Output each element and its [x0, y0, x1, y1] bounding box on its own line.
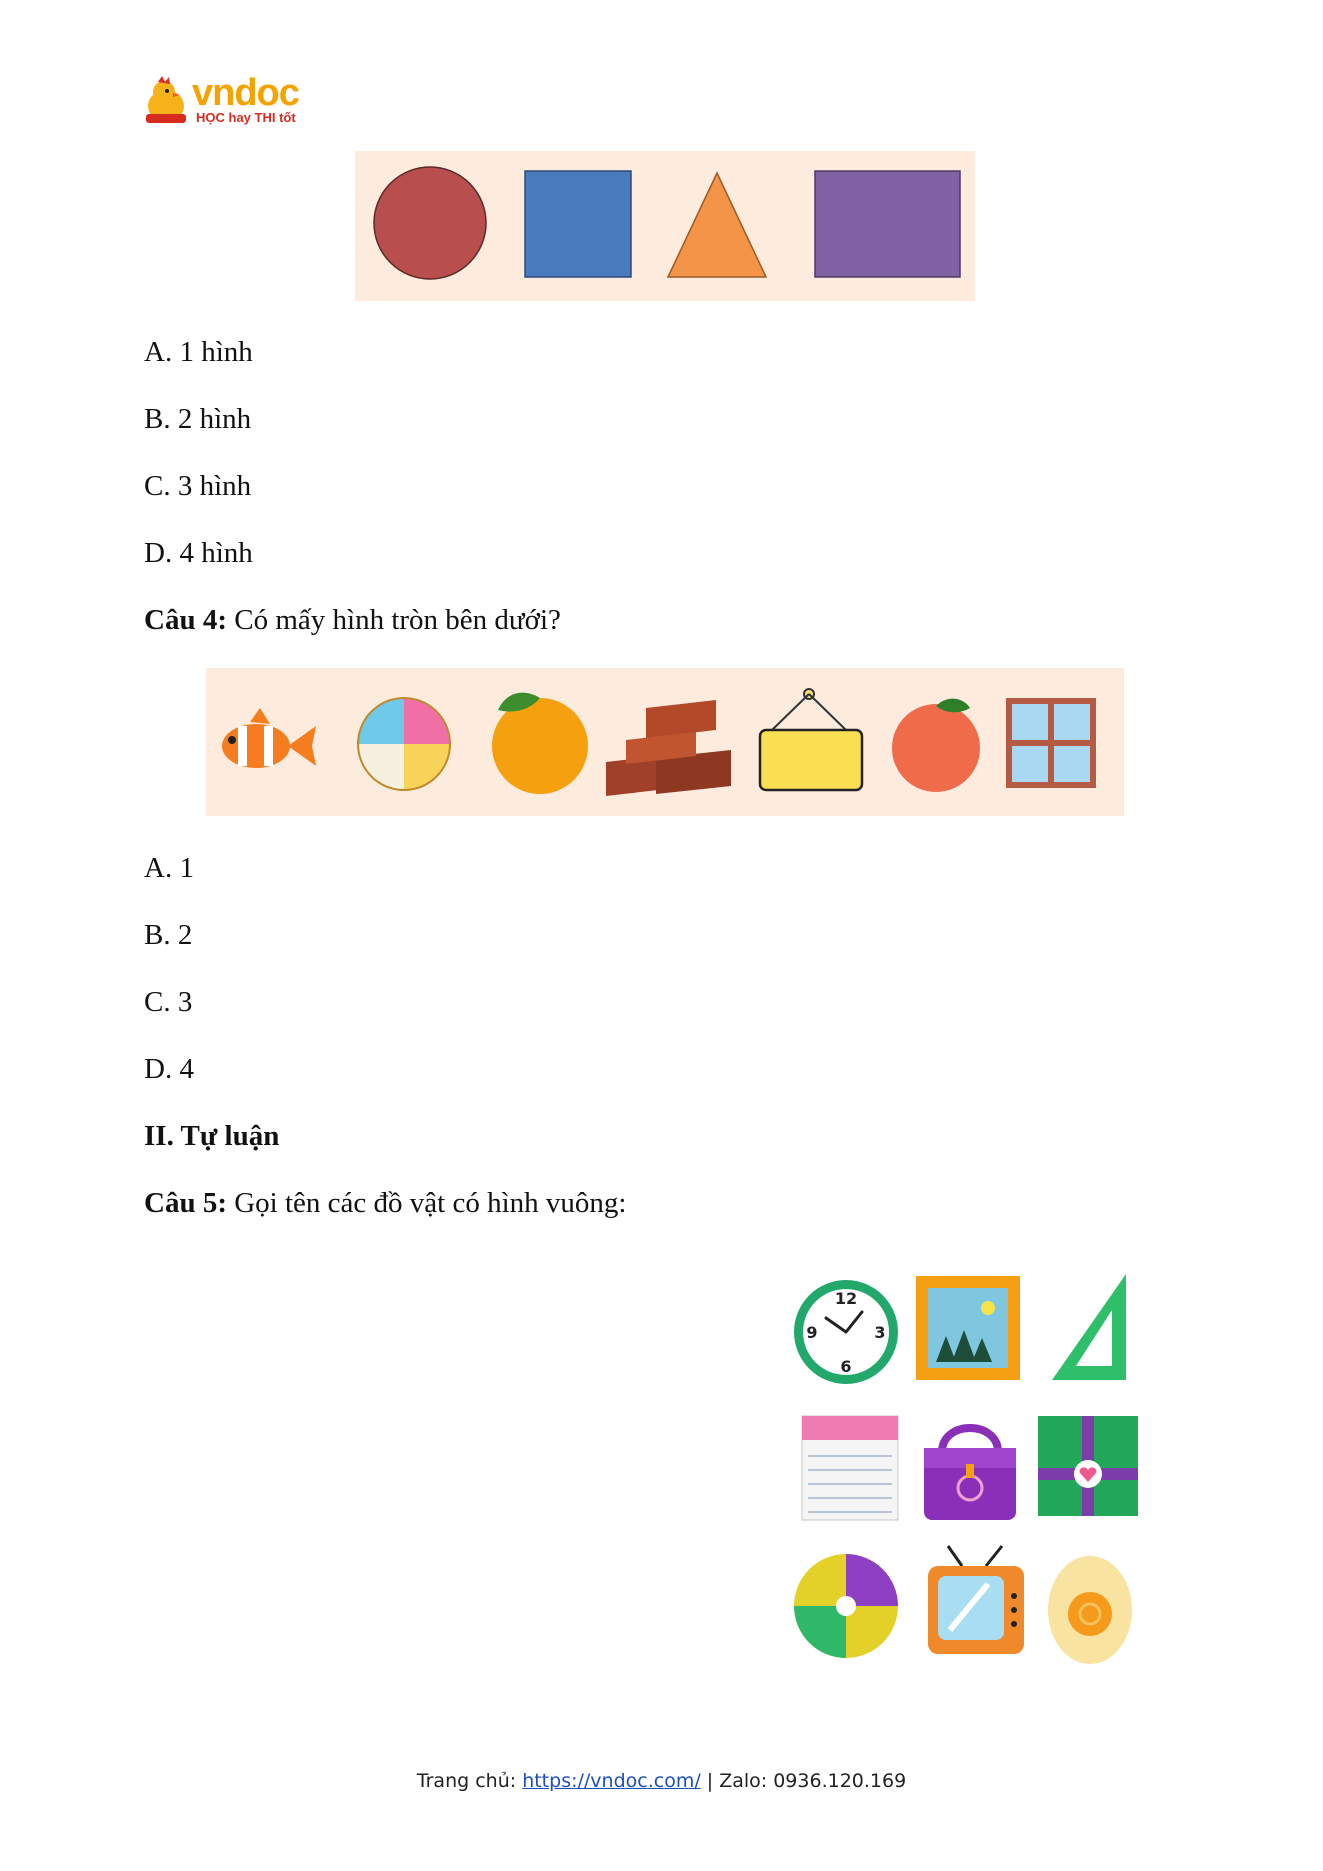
q5-question [144, 1186, 626, 1220]
q5-label: Câu 5: [144, 1187, 227, 1219]
clock-twelve: 12 [834, 1289, 858, 1308]
sign-board-icon [760, 689, 862, 790]
clownfish-icon [222, 708, 316, 768]
bricks-icon [606, 700, 731, 796]
beach-ball-icon [794, 1554, 898, 1658]
vndoc-logo [140, 74, 320, 134]
clock-six: 6 [840, 1357, 852, 1376]
purse-icon [924, 1428, 1016, 1520]
triangle-shape-icon [668, 173, 766, 277]
beach-ball-icon [358, 698, 450, 790]
q4-option-d: D. 4 [144, 1053, 194, 1085]
objects-panel [206, 668, 1124, 816]
rectangle-shape-icon [815, 171, 960, 277]
logo-brand: vndoc [192, 72, 299, 114]
section-heading-text: II. Tự luận [144, 1120, 280, 1152]
clock-nine: 9 [806, 1323, 818, 1342]
q5-text: Gọi tên các đồ vật có hình vuông: [226, 1187, 627, 1219]
logo-tagline: HỌC hay THI tốt [196, 110, 296, 125]
page-footer [0, 1770, 1323, 1792]
q4-label: Câu 4: [144, 604, 227, 636]
window-icon [1006, 698, 1096, 788]
q4-question [144, 603, 561, 637]
shapes-panel [355, 151, 975, 301]
egg-icon [1048, 1556, 1132, 1664]
q4-option-b: B. 2 [144, 919, 193, 951]
q3-option-c: C. 3 hình [144, 470, 252, 502]
chick-mascot-icon [140, 76, 192, 128]
footer-prefix: Trang chủ: [416, 1770, 523, 1792]
footer-homepage-link[interactable]: https://vndoc.com/ [522, 1770, 701, 1792]
orange-icon [492, 693, 588, 794]
square-shape-icon [525, 171, 631, 277]
q4-text: Có mấy hình tròn bên dưới? [226, 604, 561, 636]
clock-three: 3 [874, 1323, 886, 1342]
notepad-icon [802, 1416, 898, 1520]
q3-option-b: B. 2 hình [144, 403, 252, 435]
q4-option-a: A. 1 [144, 852, 194, 884]
picture-frame-icon [916, 1276, 1020, 1380]
section-heading [144, 1119, 279, 1153]
q3-option-d: D. 4 hình [144, 537, 253, 569]
circle-shape-icon [374, 167, 486, 279]
q4-option-c: C. 3 [144, 986, 193, 1018]
clock-icon [794, 1280, 898, 1384]
q5-object-grid [790, 1270, 1140, 1680]
tv-icon [928, 1546, 1024, 1654]
gift-box-icon [1038, 1416, 1138, 1516]
q3-option-a: A. 1 hình [144, 336, 253, 368]
footer-suffix: | Zalo: 0936.120.169 [700, 1770, 907, 1792]
grapefruit-icon [892, 699, 980, 792]
set-square-icon [1052, 1274, 1126, 1380]
